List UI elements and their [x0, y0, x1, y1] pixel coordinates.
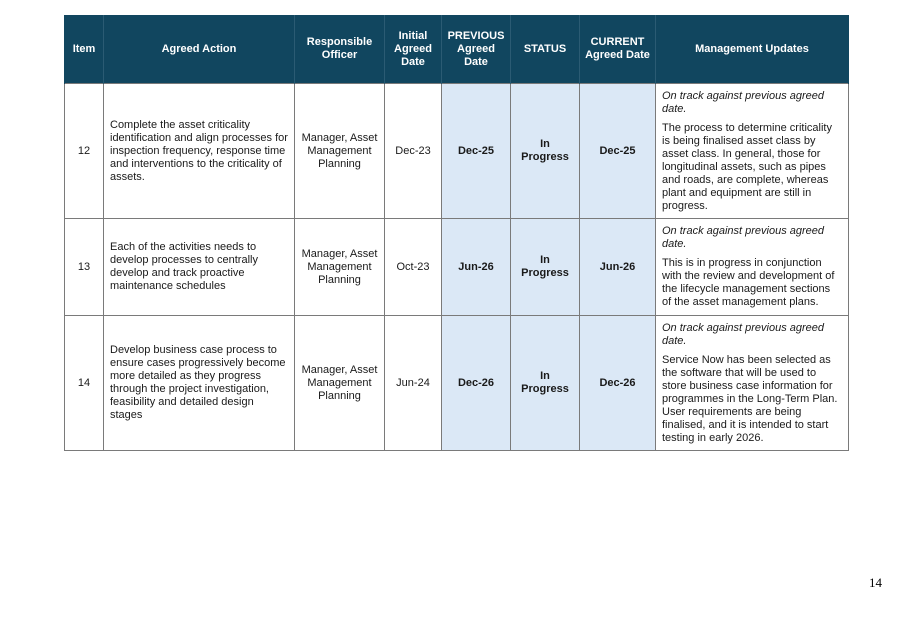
cell-responsible-officer: Manager, Asset Management Planning	[295, 219, 385, 316]
cell-current-agreed-date: Jun-26	[580, 219, 656, 316]
cell-agreed-action: Complete the asset criticality identification and align processes for inspection frequency, response time and interventions to the criticality of assets.	[104, 84, 295, 219]
header-initial-agreed-date: Initial Agreed Date	[385, 15, 442, 84]
update-status-text: On track against previous agreed date.	[662, 225, 825, 250]
cell-agreed-action: Develop business case process to ensure cases progressively become more detailed as they progress through the project investigation, feasibility and detailed design stages	[104, 316, 295, 451]
header-previous-agreed-date: PREVIOUS Agreed Date	[442, 15, 511, 84]
cell-previous-agreed-date: Jun-26	[442, 219, 511, 316]
cell-item: 12	[65, 84, 104, 219]
cell-initial-agreed-date: Dec-23	[385, 84, 442, 219]
cell-initial-agreed-date: Jun-24	[385, 316, 442, 451]
cell-management-updates	[656, 219, 849, 316]
update-body-text: This is in progress in conjunction with the review and development of the lifecycle management sections of the asset management plans.	[662, 257, 835, 308]
update-status-text: On track against previous agreed date.	[662, 89, 825, 115]
table-row	[65, 316, 849, 451]
table-row	[65, 219, 849, 316]
header-management-updates: Management Updates	[656, 15, 849, 84]
actions-table	[64, 15, 849, 451]
cell-current-agreed-date: Dec-25	[580, 84, 656, 219]
header-agreed-action: Agreed Action	[104, 15, 295, 84]
cell-status: In Progress	[511, 316, 580, 451]
cell-responsible-officer: Manager, Asset Management Planning	[295, 84, 385, 219]
header-status: STATUS	[511, 15, 580, 84]
cell-responsible-officer: Manager, Asset Management Planning	[295, 316, 385, 451]
header-item: Item	[65, 15, 104, 84]
cell-previous-agreed-date: Dec-25	[442, 84, 511, 219]
update-body-text: Service Now has been selected as the software that will be used to store business case information for programmes in the Long-Term Plan. User requirements are being finalised, and it is intended to start testing in early 2026.	[662, 353, 838, 444]
table-row	[65, 84, 849, 219]
cell-management-updates	[656, 84, 849, 219]
header-responsible-officer: Responsible Officer	[295, 15, 385, 84]
cell-agreed-action: Each of the activities needs to develop processes to centrally develop and track proactive maintenance schedules	[104, 219, 295, 316]
cell-initial-agreed-date: Oct-23	[385, 219, 442, 316]
cell-status: In Progress	[511, 84, 580, 219]
cell-management-updates	[656, 316, 849, 451]
cell-status: In Progress	[511, 219, 580, 316]
cell-previous-agreed-date: Dec-26	[442, 316, 511, 451]
header-current-agreed-date: CURRENT Agreed Date	[580, 15, 656, 84]
header-row	[65, 15, 849, 84]
cell-item: 13	[65, 219, 104, 316]
cell-current-agreed-date: Dec-26	[580, 316, 656, 451]
cell-item: 14	[65, 316, 104, 451]
update-body-text: The process to determine criticality is being finalised asset class by asset class. In general, those for longitudinal assets, such as pipes and roads, are complete, whereas plant and equipment are still in progress.	[662, 121, 832, 212]
update-status-text: On track against previous agreed date.	[662, 321, 825, 347]
page-number: 14	[869, 575, 882, 590]
